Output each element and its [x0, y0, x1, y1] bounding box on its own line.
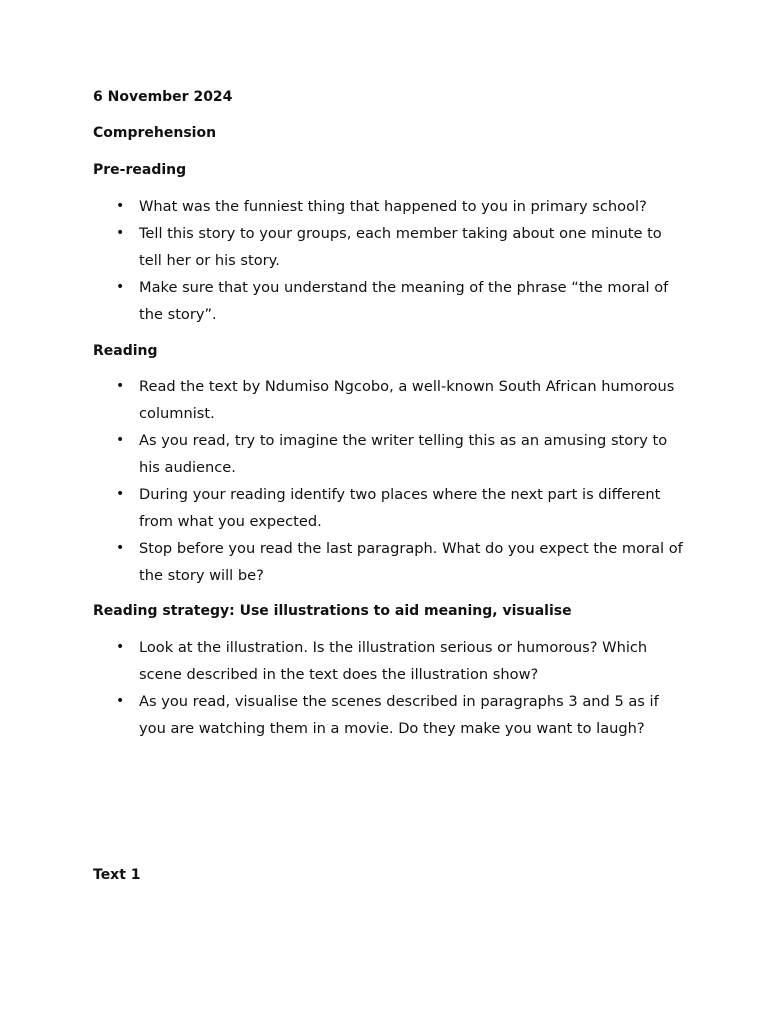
bullet-icon: • [116, 486, 125, 502]
section-heading-reading: Reading [93, 343, 158, 359]
bullet-icon: • [116, 378, 125, 394]
bullet-icon: • [116, 432, 125, 448]
bullet-icon: • [116, 693, 125, 709]
pre-reading-list [93, 193, 683, 328]
list-item: • Read the text by Ndumiso Ngcobo, a well-known South African humorous columnist. [93, 373, 683, 427]
document-date: 6 November 2024 [93, 89, 233, 105]
bullet-icon: • [116, 225, 125, 241]
section-heading-pre-reading: Pre-reading [93, 162, 187, 178]
bullet-icon: • [116, 540, 125, 556]
document-title: Comprehension [93, 125, 217, 141]
list-item: • Stop before you read the last paragraph. What do you expect the moral of the story will be? [93, 535, 683, 589]
bullet-icon: • [116, 279, 125, 295]
section-heading-reading-strategy: Reading strategy: Use illustrations to aid meaning, visualise [93, 603, 572, 619]
list-item: • Make sure that you understand the meaning of the phrase “the moral of the story”. [93, 274, 683, 328]
list-item: • As you read, try to imagine the writer telling this as an amusing story to his audience. [93, 427, 683, 481]
bullet-icon: • [116, 198, 125, 214]
reading-strategy-list [93, 634, 683, 742]
list-item: • Look at the illustration. Is the illustration serious or humorous? Which scene described in the text does the illustration show? [93, 634, 683, 688]
list-item: • During your reading identify two places where the next part is different from what you expected. [93, 481, 683, 535]
text-1-heading: Text 1 [93, 867, 141, 883]
list-item: • Tell this story to your groups, each member taking about one minute to tell her or his story. [93, 220, 683, 274]
bullet-icon: • [116, 639, 125, 655]
reading-list [93, 373, 683, 589]
list-item: • As you read, visualise the scenes described in paragraphs 3 and 5 as if you are watching them in a movie. Do they make you want to laugh? [93, 688, 683, 742]
list-item: • What was the funniest thing that happened to you in primary school? [93, 193, 683, 220]
